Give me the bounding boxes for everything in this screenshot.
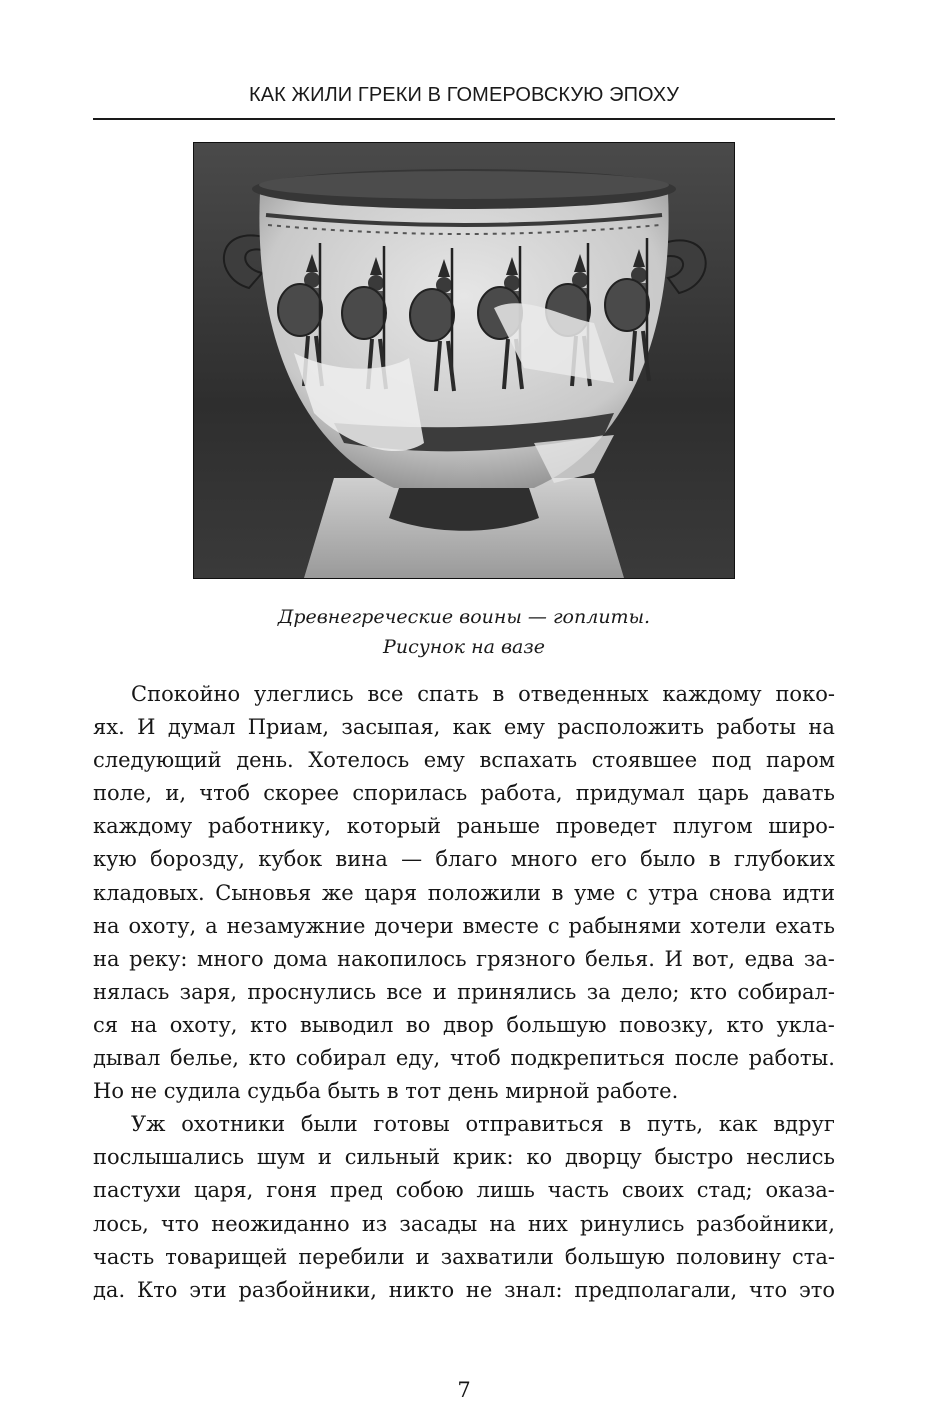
text-line: каждому работнику, который раньше проведет плугом широ- bbox=[93, 814, 835, 839]
text-line: кую борозду, кубок вина — благо много его было в глубоких bbox=[93, 847, 835, 872]
text-line: ях. И думал Приам, засыпая, как ему расположить работы на bbox=[93, 715, 835, 740]
text-line: часть товарищей перебили и захватили большую половину ста- bbox=[93, 1244, 835, 1269]
text-line: кладовых. Сыновья же царя положили в уме с утра снова идти bbox=[93, 880, 835, 905]
text-line: пастухи царя, гоня пред собою лишь часть своих стад; оказа- bbox=[93, 1178, 835, 1203]
paragraph bbox=[93, 1108, 835, 1307]
text-line: на реку: много дома накопилось грязного белья. И вот, едва за- bbox=[93, 946, 835, 971]
text-line: Уж охотники были готовы отправиться в путь, как вдруг bbox=[131, 1112, 835, 1137]
text-line: послышались шум и сильный крик: ко дворцу быстро неслись bbox=[93, 1145, 835, 1170]
text-line: Спокойно улеглись все спать в отведенных каждому поко- bbox=[131, 682, 835, 706]
text-line: поле, и, чтоб скорее спорилась работа, придумал царь давать bbox=[93, 781, 835, 806]
header-rule bbox=[93, 118, 835, 120]
caption-line: Древнегреческие воины — гоплиты. bbox=[277, 606, 651, 628]
figure-caption bbox=[93, 602, 835, 662]
text-line: нялась заря, проснулись все и принялись за дело; кто собирал- bbox=[93, 979, 835, 1004]
text-line: на охоту, а незамужние дочери вместе с рабынями хотели ехать bbox=[93, 913, 835, 938]
text-line: следующий день. Хотелось ему вспахать стоявшее под паром bbox=[93, 748, 835, 773]
caption-line: Рисунок на вазе bbox=[383, 636, 545, 658]
running-head: КАК ЖИЛИ ГРЕКИ В ГОМЕРОВСКУЮ ЭПОХУ bbox=[248, 84, 680, 106]
figure-image bbox=[193, 142, 735, 579]
text-line: ся на охоту, кто выводил во двор большую повозку, кто укла- bbox=[93, 1012, 835, 1037]
text-line: лось, что неожиданно из засады на них ринулись разбойники, bbox=[93, 1211, 835, 1236]
text-line: дывал белье, кто собирал еду, чтоб подкрепиться после работы. bbox=[93, 1046, 835, 1071]
text-line: Но не судила судьба быть в тот день мирной работе. bbox=[93, 1079, 679, 1104]
body-text bbox=[93, 678, 835, 1307]
paragraph bbox=[93, 678, 835, 1108]
text-line: да. Кто эти разбойники, никто не знал: предполагали, что это bbox=[93, 1277, 835, 1302]
page-number: 7 bbox=[457, 1378, 471, 1402]
